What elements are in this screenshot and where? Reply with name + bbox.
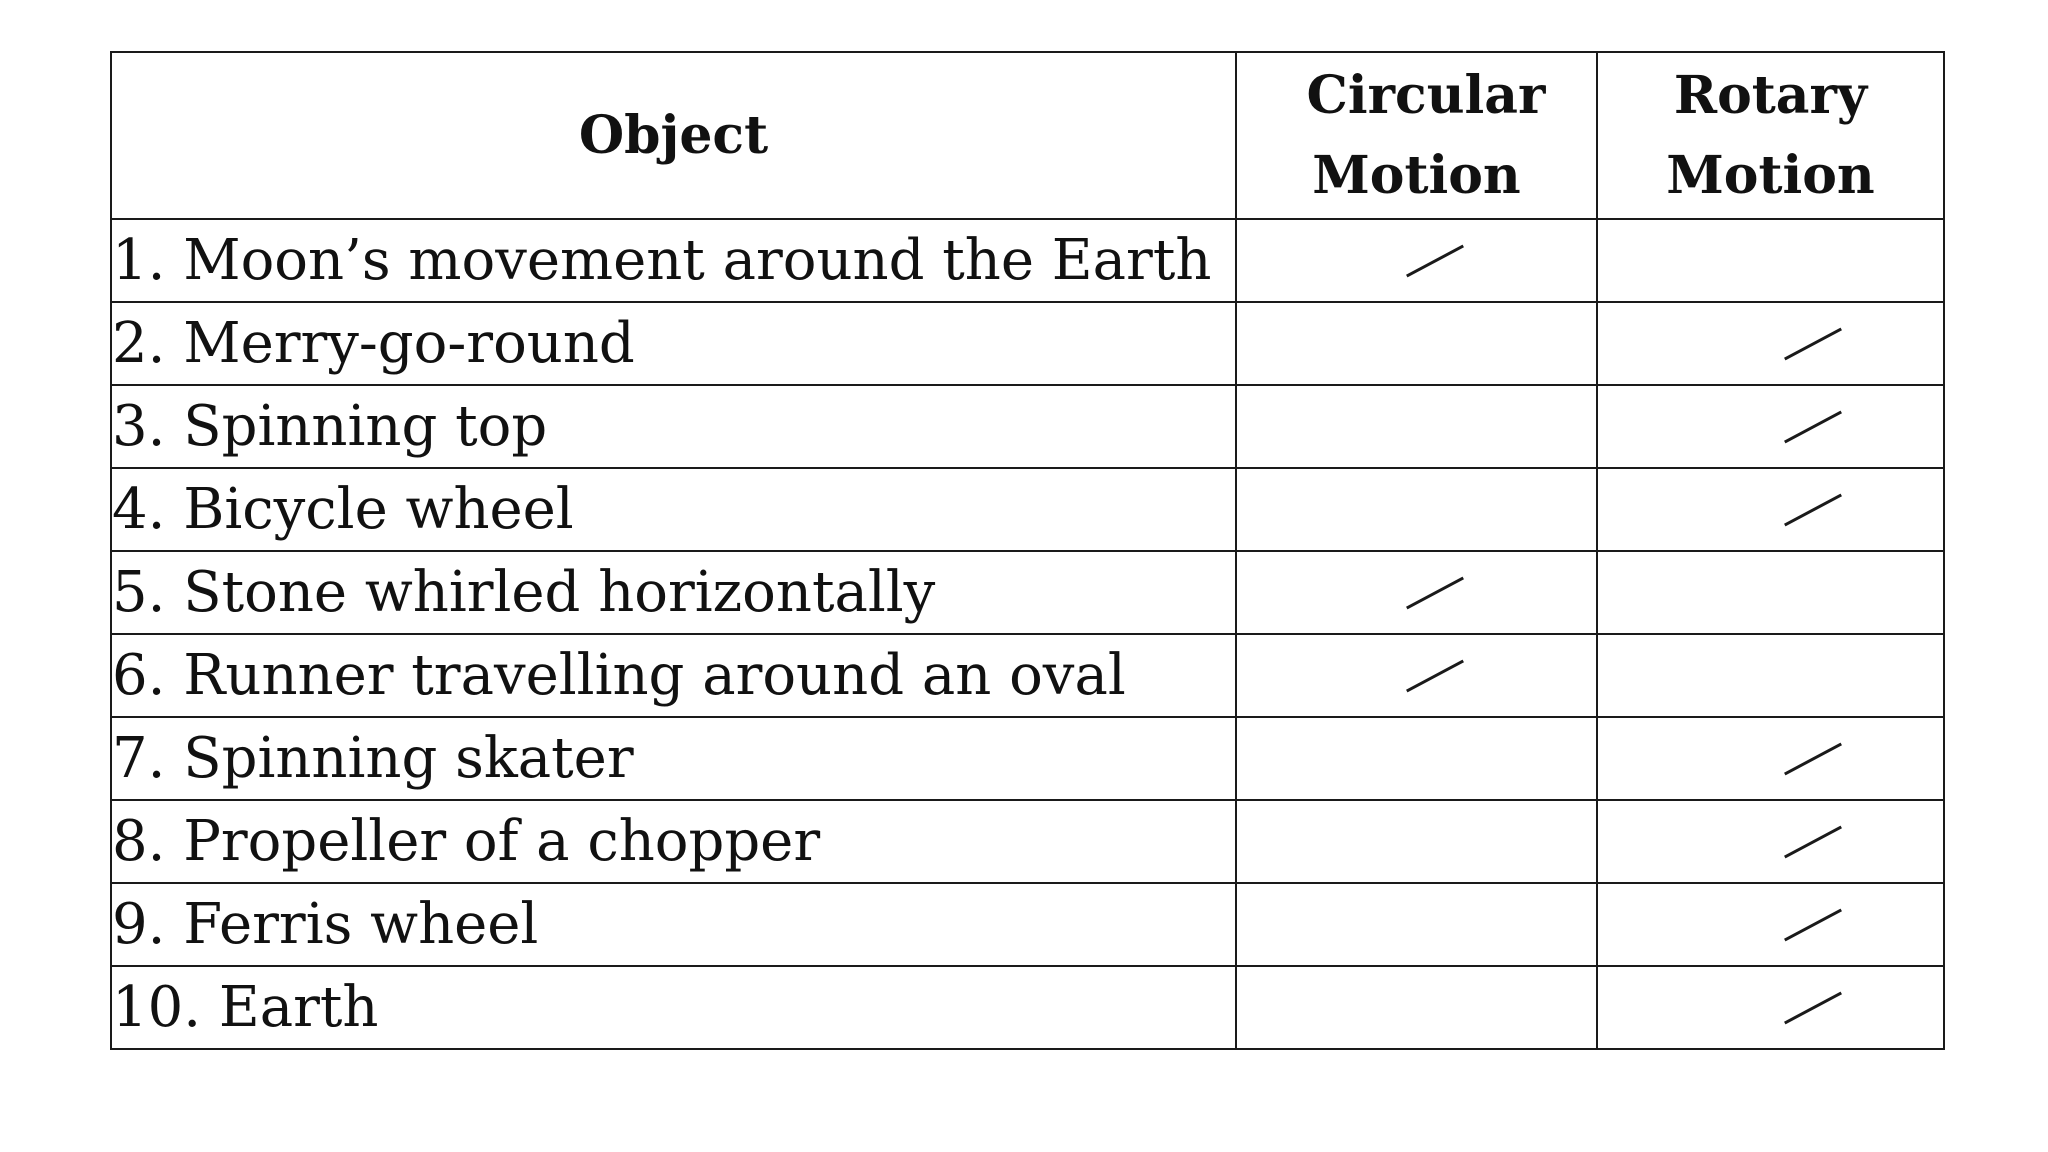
header-object: Object [111, 52, 1236, 219]
check-slash-icon [1406, 659, 1464, 692]
rotary-motion-cell [1597, 302, 1944, 385]
table-row [111, 634, 1944, 717]
table-row [111, 883, 1944, 966]
object-cell: 8. Propeller of a chopper [111, 800, 1236, 883]
header-rotary-motion [1597, 52, 1944, 219]
rotary-motion-cell [1597, 800, 1944, 883]
circular-motion-cell [1236, 717, 1597, 800]
rotary-motion-cell [1597, 468, 1944, 551]
rotary-motion-cell [1597, 717, 1944, 800]
header-row [111, 52, 1944, 219]
table-row [111, 551, 1944, 634]
object-cell: 6. Runner travelling around an oval [111, 634, 1236, 717]
check-slash-icon [1406, 244, 1464, 277]
circular-motion-cell [1236, 385, 1597, 468]
object-cell: 9. Ferris wheel [111, 883, 1236, 966]
rotary-motion-cell [1597, 966, 1944, 1049]
object-cell: 10. Earth [111, 966, 1236, 1049]
circular-motion-cell [1236, 634, 1597, 717]
object-cell: 7. Spinning skater [111, 717, 1236, 800]
rotary-motion-cell [1597, 385, 1944, 468]
check-slash-icon [1784, 908, 1842, 941]
rotary-motion-cell [1597, 551, 1944, 634]
check-slash-icon [1784, 410, 1842, 443]
table-row [111, 966, 1944, 1049]
object-cell: 1. Moon’s movement around the Earth [111, 219, 1236, 302]
circular-motion-cell [1236, 219, 1597, 302]
rotary-motion-cell [1597, 883, 1944, 966]
table-row [111, 385, 1944, 468]
header-circular-motion [1236, 52, 1597, 219]
circular-motion-cell [1236, 800, 1597, 883]
circular-motion-cell [1236, 966, 1597, 1049]
circular-motion-cell [1236, 302, 1597, 385]
header-circular-label: Circular Motion [1306, 64, 1546, 206]
header-rotary-label: Rotary Motion [1666, 64, 1875, 206]
check-slash-icon [1406, 576, 1464, 609]
object-cell: 3. Spinning top [111, 385, 1236, 468]
object-cell: 5. Stone whirled horizontally [111, 551, 1236, 634]
table-row [111, 717, 1944, 800]
check-slash-icon [1784, 991, 1842, 1024]
check-slash-icon [1784, 742, 1842, 775]
circular-motion-cell [1236, 468, 1597, 551]
table-row [111, 219, 1944, 302]
circular-motion-cell [1236, 883, 1597, 966]
table-row [111, 468, 1944, 551]
rotary-motion-cell [1597, 219, 1944, 302]
object-cell: 2. Merry-go-round [111, 302, 1236, 385]
motion-classification-table [110, 51, 1945, 1050]
check-slash-icon [1784, 493, 1842, 526]
table-row [111, 302, 1944, 385]
object-cell: 4. Bicycle wheel [111, 468, 1236, 551]
check-slash-icon [1784, 825, 1842, 858]
circular-motion-cell [1236, 551, 1597, 634]
table-row [111, 800, 1944, 883]
rotary-motion-cell [1597, 634, 1944, 717]
check-slash-icon [1784, 327, 1842, 360]
